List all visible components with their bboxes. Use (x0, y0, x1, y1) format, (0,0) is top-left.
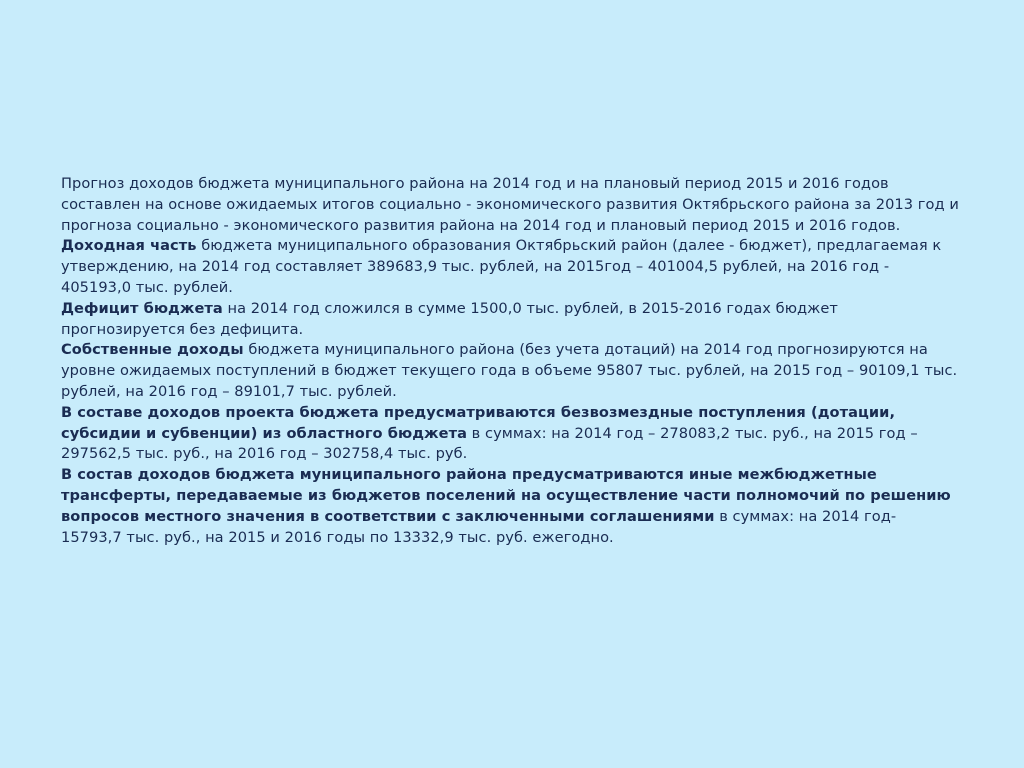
paragraph-bold-lead: Собственные доходы (61, 341, 244, 359)
paragraph-bold-lead: В составе доходов проекта бюджета предусматриваются безвозмездные поступления (дотации, субсидии и субвенции) из областного бюджета (61, 403, 896, 442)
paragraph-body: в суммах: на 2014 год – 278083,2 тыс. руб., на 2015 год – 297562,5 тыс. руб., на 2016 год – 302758,4 тыс. руб. (61, 424, 918, 463)
budget-text-block (61, 174, 961, 548)
paragraph-body: бюджета муниципального образования Октябрьский район (далее - бюджет), предлагаемая к утверждению, на 2014 год составляет 389683,9 тыс. рублей, на 2015год – 401004,5 рублей, на 2016 год - 405193,0 тыс. рублей. (61, 237, 942, 296)
paragraph-grants-regional (61, 403, 961, 465)
paragraph-bold-lead: Дефицит бюджета (61, 299, 223, 317)
paragraph-revenue-part (61, 236, 961, 298)
paragraph-body: в суммах: на 2014 год- 15793,7 тыс. руб., на 2015 и 2016 годы по 13332,9 тыс. руб. ежегодно. (61, 507, 897, 546)
paragraph-budget-deficit (61, 299, 961, 341)
paragraph-body: бюджета муниципального района (без учета дотаций) на 2014 год прогнозируются на уровне ожидаемых поступлений в бюджет текущего года в объеме 95807 тыс. рублей, на 2015 год – 90109,1 тыс. рублей, на 2016 год – 89101,7 тыс. рублей. (61, 341, 958, 400)
paragraph-own-revenue (61, 340, 961, 402)
paragraph-interbudget-transfers (61, 465, 961, 548)
paragraph-bold-lead: Доходная часть (61, 237, 197, 255)
paragraph-bold-lead: В состав доходов бюджета муниципального района предусматриваются иные межбюджетные трансферты, передаваемые из бюджетов поселений на осуществление части полномочий по решению вопросов местного значения в соответствии с заключенными соглашениями (61, 466, 951, 525)
paragraph-body: на 2014 год сложился в сумме 1500,0 тыс. рублей, в 2015-2016 годах бюджет прогнозируется без дефицита. (61, 299, 838, 338)
paragraph-forecast-intro (61, 174, 961, 236)
paragraph-body: Прогноз доходов бюджета муниципального района на 2014 год и на плановый период 2015 и 2016 годов составлен на основе ожидаемых итогов социально - экономического развития Октябрьского района за 2013 год и прогноза социально - экономического развития района на 2014 год и плановый период 2015 и 2016 годов. (61, 175, 959, 234)
